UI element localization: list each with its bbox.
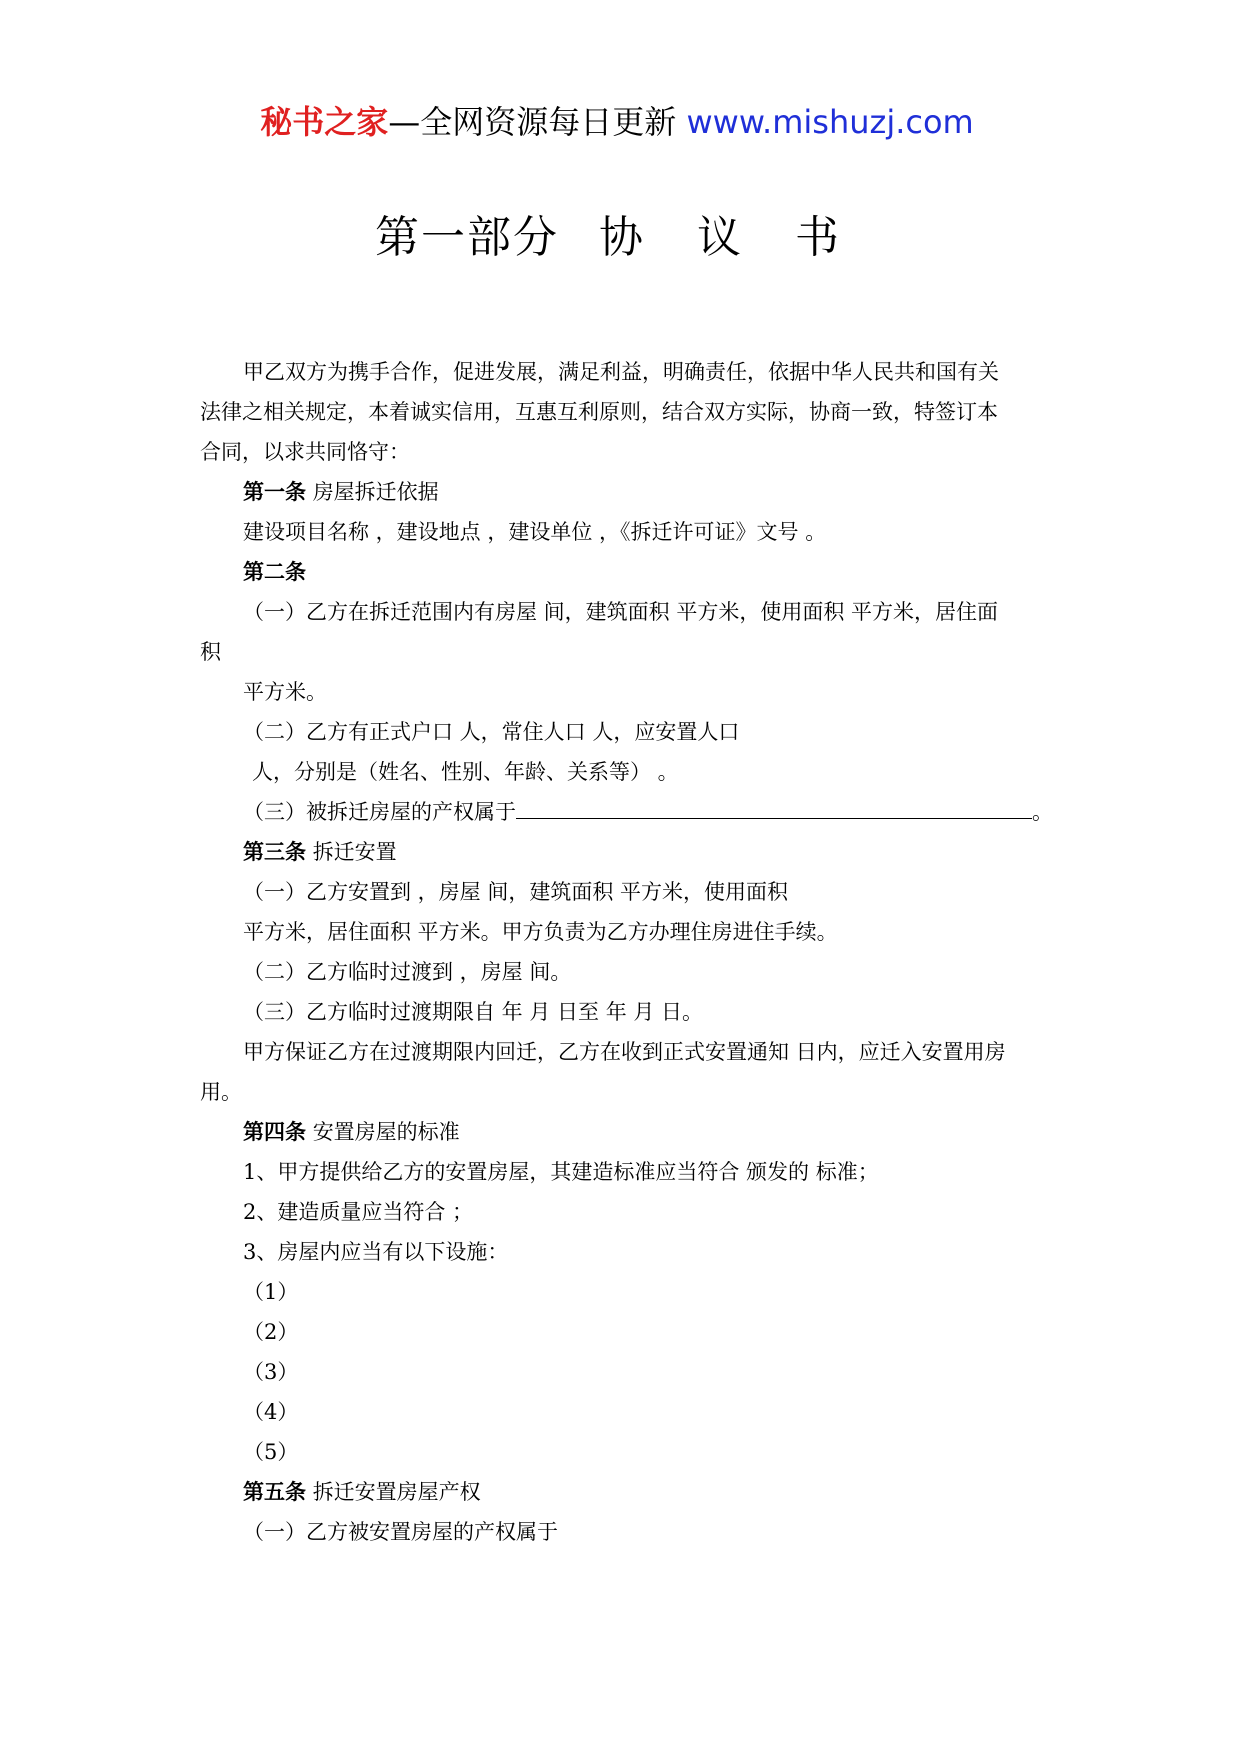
list-item: （3） <box>243 1360 299 1384</box>
brand-name: 秘书之家 <box>260 103 389 141</box>
document-body <box>200 352 1060 1552</box>
article-4-heading <box>200 1112 1060 1152</box>
article-5-title: 拆迁安置房屋产权 <box>312 1480 481 1504</box>
article-1-line-1: 建设项目名称 ，建设地点 ，建设单位 ，《拆迁许可证》文号 。 <box>243 520 827 544</box>
intro-line-2: 法律之相关规定，本着诚实信用，互惠互利原则，结合双方实际，协商一致，特签订本 <box>200 400 998 424</box>
article-5-heading <box>200 1472 1060 1512</box>
article-3-heading <box>200 832 1060 872</box>
title-part: 第一部分 <box>375 212 559 263</box>
article-2-item-3 <box>200 792 1060 832</box>
title-name: 协 议 书 <box>599 212 859 263</box>
article-1-heading <box>200 472 1060 512</box>
article-4-title: 安置房屋的标准 <box>312 1120 460 1144</box>
site-url[interactable]: www.mishuzj.com <box>686 103 974 141</box>
site-slogan: —全网资源每日更新 <box>388 103 677 141</box>
article-2-heading <box>200 552 1060 592</box>
article-3-title: 拆迁安置 <box>312 840 397 864</box>
article-4-label: 第四条 <box>243 1120 306 1144</box>
intro-line-3: 合同，以求共同恪守： <box>200 440 410 464</box>
article-5-label: 第五条 <box>243 1480 306 1504</box>
page-title <box>0 208 1234 268</box>
article-2-item-1-line-2: 积 <box>200 640 221 664</box>
article-3-label: 第三条 <box>243 840 306 864</box>
article-3-line-2: 平方米，居住面积 平方米。甲方负责为乙方办理住房进住手续。 <box>243 920 838 944</box>
article-2-item-1-line-3: 平方米。 <box>243 680 327 704</box>
intro-line-1: 甲乙双方为携手合作，促进发展，满足利益，明确责任，依据中华人民共和国有关 <box>243 360 999 384</box>
article-3-line-6: 用。 <box>200 1080 242 1104</box>
list-item: （4） <box>243 1400 299 1424</box>
article-3-line-4: （三）乙方临时过渡期限自 年 月 日至 年 月 日。 <box>243 1000 704 1024</box>
list-item: （2） <box>243 1320 299 1344</box>
site-header <box>0 100 1234 144</box>
article-2-item-3-suffix: 。 <box>1032 800 1053 824</box>
article-1-title: 房屋拆迁依据 <box>312 480 439 504</box>
article-4-line-3: 3、房屋内应当有以下设施： <box>243 1240 509 1264</box>
article-2-item-1-line-1: （一）乙方在拆迁范围内有房屋 间，建筑面积 平方米，使用面积 平方米，居住面 <box>243 600 999 624</box>
article-2-label: 第二条 <box>243 560 306 584</box>
list-item: （1） <box>243 1280 299 1304</box>
article-5-line-1: （一）乙方被安置房屋的产权属于 <box>243 1520 558 1544</box>
article-2-item-2-line-2: 人，分别是（姓名、性别、年龄、关系等） 。 <box>252 760 679 784</box>
article-3-line-1: （一）乙方安置到 ，房屋 间，建筑面积 平方米，使用面积 <box>243 880 789 904</box>
article-4-line-1: 1、甲方提供给乙方的安置房屋，其建造标准应当符合 颁发的 标准； <box>243 1160 879 1184</box>
list-item: （5） <box>243 1440 299 1464</box>
article-2-item-2-line-1: （二）乙方有正式户口 人，常住人口 人，应安置人口 <box>243 720 740 744</box>
article-4-line-2: 2、建造质量应当符合 ； <box>243 1200 474 1224</box>
blank-underline[interactable] <box>516 796 1032 819</box>
article-3-line-3: （二）乙方临时过渡到 ，房屋 间。 <box>243 960 572 984</box>
article-3-line-5: 甲方保证乙方在过渡期限内回迁，乙方在收到正式安置通知 日内，应迁入安置用房 <box>243 1040 1006 1064</box>
article-2-item-3-prefix: （三）被拆迁房屋的产权属于 <box>243 800 516 824</box>
article-1-label: 第一条 <box>243 480 306 504</box>
